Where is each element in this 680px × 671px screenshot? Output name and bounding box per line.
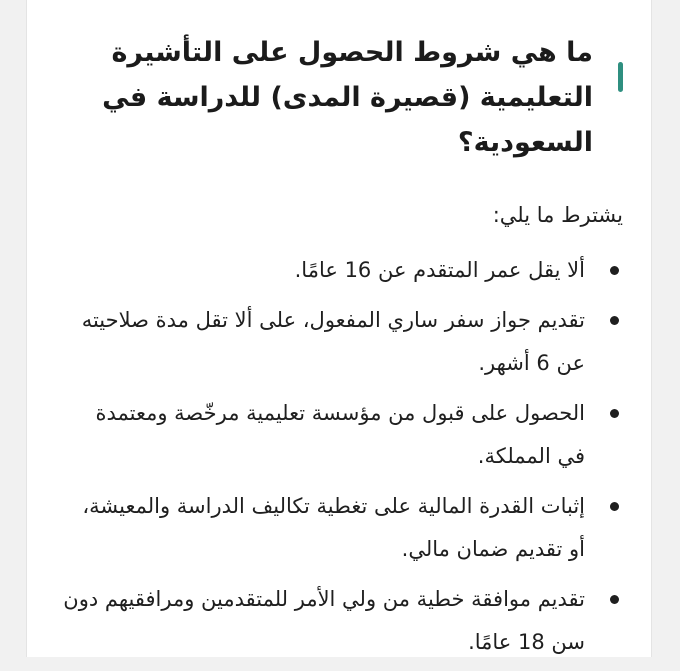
heading-row xyxy=(63,30,623,165)
article-heading: ما هي شروط الحصول على التأشيرة التعليمية (قصيرة المدى) للدراسة في السعودية؟ xyxy=(102,37,593,158)
bullet-icon xyxy=(610,595,619,604)
conditions-list xyxy=(63,249,623,664)
list-item xyxy=(63,485,623,571)
list-item-text: ألا يقل عمر المتقدم عن 16 عامًا. xyxy=(294,258,585,282)
article-card xyxy=(26,0,652,657)
bullet-icon xyxy=(610,502,619,511)
list-item-text: الحصول على قبول من مؤسسة تعليمية مرخّصة ومعتمدة في المملكة. xyxy=(95,401,585,468)
list-item xyxy=(63,249,623,292)
bullet-icon xyxy=(610,316,619,325)
list-item-text: إثبات القدرة المالية على تغطية تكاليف الدراسة والمعيشة، أو تقديم ضمان مالي. xyxy=(82,494,585,561)
bullet-icon xyxy=(610,409,619,418)
list-item-text: تقديم موافقة خطية من ولي الأمر للمتقدمين ومرافقيهم دون سن 18 عامًا. xyxy=(63,587,585,654)
list-item xyxy=(63,299,623,385)
list-item xyxy=(63,392,623,478)
intro-text: يشترط ما يلي: xyxy=(492,203,623,227)
list-item xyxy=(63,578,623,664)
list-item-text: تقديم جواز سفر ساري المفعول، على ألا تقل مدة صلاحيته عن 6 أشهر. xyxy=(81,308,585,375)
article-content xyxy=(63,30,623,671)
heading-accent-bar xyxy=(618,62,623,92)
bullet-icon xyxy=(610,266,619,275)
